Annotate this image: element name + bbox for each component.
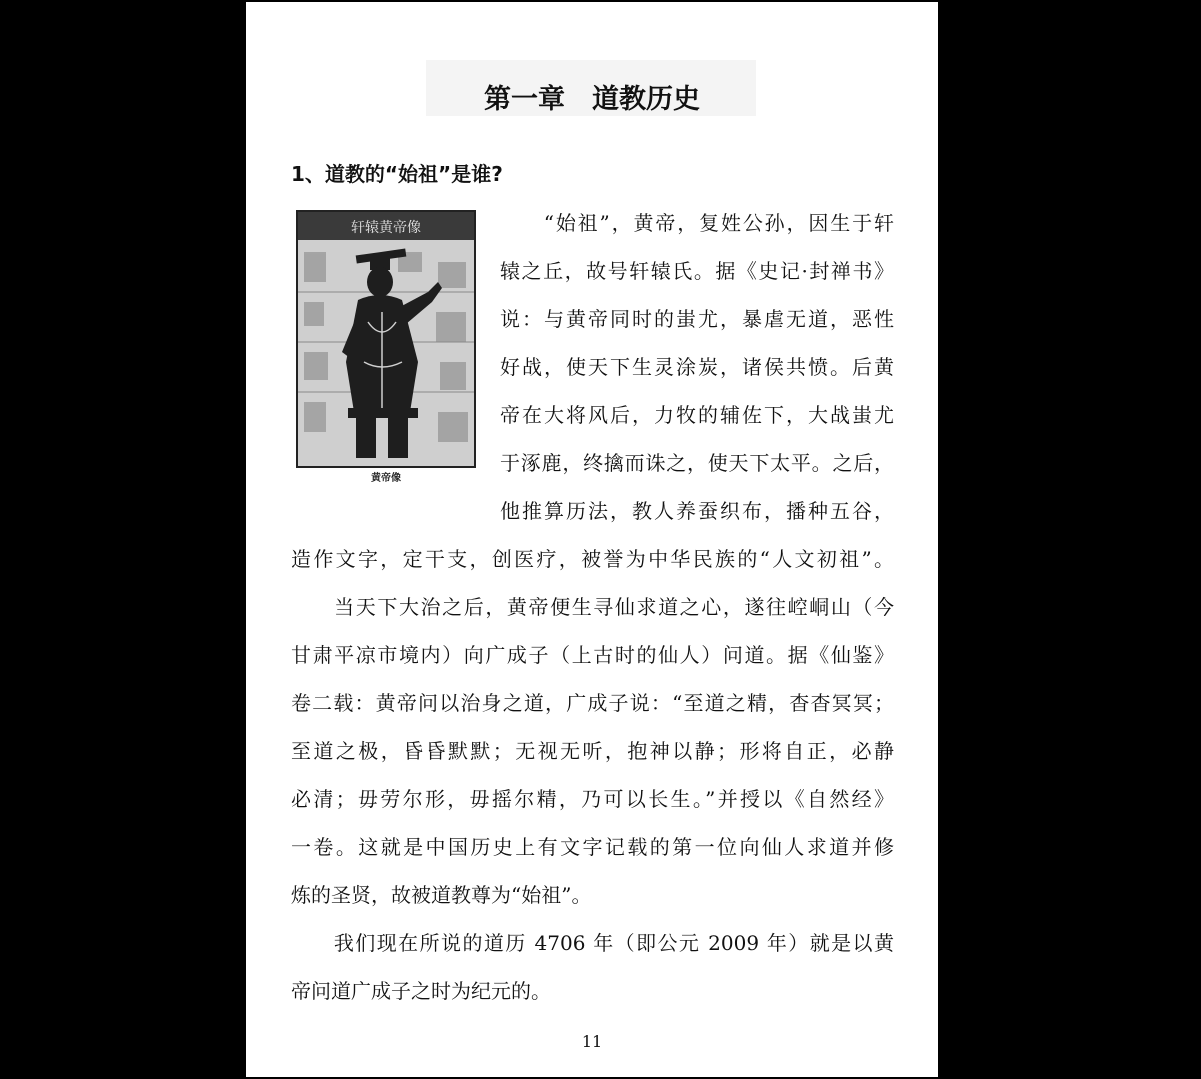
text-line: 辕之丘，故号轩辕氏。据《史记·封禅书》 — [500, 259, 894, 283]
text-line: 卷二载：黄帝问以治身之道，广成子说：“至道之精，杳杳冥冥； — [291, 691, 894, 715]
text-line: 于涿鹿，终擒而诛之，使天下太平。之后， — [500, 451, 894, 475]
page-number: 11 — [581, 1032, 603, 1051]
text-line: 他推算历法，教人养蚕织布，播种五谷， — [500, 499, 894, 523]
text-line: 必清；毋劳尔形，毋摇尔精，乃可以长生。”并授以《自然经》 — [291, 787, 894, 811]
text-line: 当天下大治之后，黄帝便生寻仙求道之心，遂往崆峒山（今 — [291, 595, 894, 619]
text-line: 一卷。这就是中国历史上有文字记载的第一位向仙人求道并修 — [291, 835, 894, 859]
section-heading: 1、道教的“始祖”是谁? — [291, 162, 503, 186]
text-line: 炼的圣贤，故被道教尊为“始祖”。 — [291, 883, 592, 907]
figure-caption: 黄帝像 — [371, 473, 401, 484]
text-line: 我们现在所说的道历 4706 年（即公元 2009 年）就是以黄 — [291, 931, 894, 955]
text-line: 帝在大将风后，力牧的辅佐下，大战蚩尤 — [500, 403, 894, 427]
chapter-title: 第一章 道教历史 — [484, 84, 700, 115]
text-line: 甘肃平凉市境内）向广成子（上古时的仙人）问道。据《仙鉴》 — [291, 643, 894, 667]
book-page — [246, 2, 938, 1077]
text-line: 至道之极，昏昏默默；无视无听，抱神以静；形将自正，必静 — [291, 739, 894, 763]
figure-banner-text: 轩辕黄帝像 — [351, 220, 421, 236]
text-line: 帝问道广成子之时为纪元的。 — [291, 979, 551, 1003]
text-line: 造作文字，定干支，创医疗，被誉为中华民族的“人文初祖”。 — [291, 547, 894, 571]
yellow-emperor-illustration — [296, 210, 476, 468]
emperor-figure-image — [298, 212, 474, 466]
text-line: 说：与黄帝同时的蚩尤，暴虐无道，恶性 — [500, 307, 894, 331]
text-line: 好战，使天下生灵涂炭，诸侯共愤。后黄 — [500, 355, 894, 379]
text-line: “始祖”，黄帝，复姓公孙，因生于轩 — [500, 211, 894, 235]
